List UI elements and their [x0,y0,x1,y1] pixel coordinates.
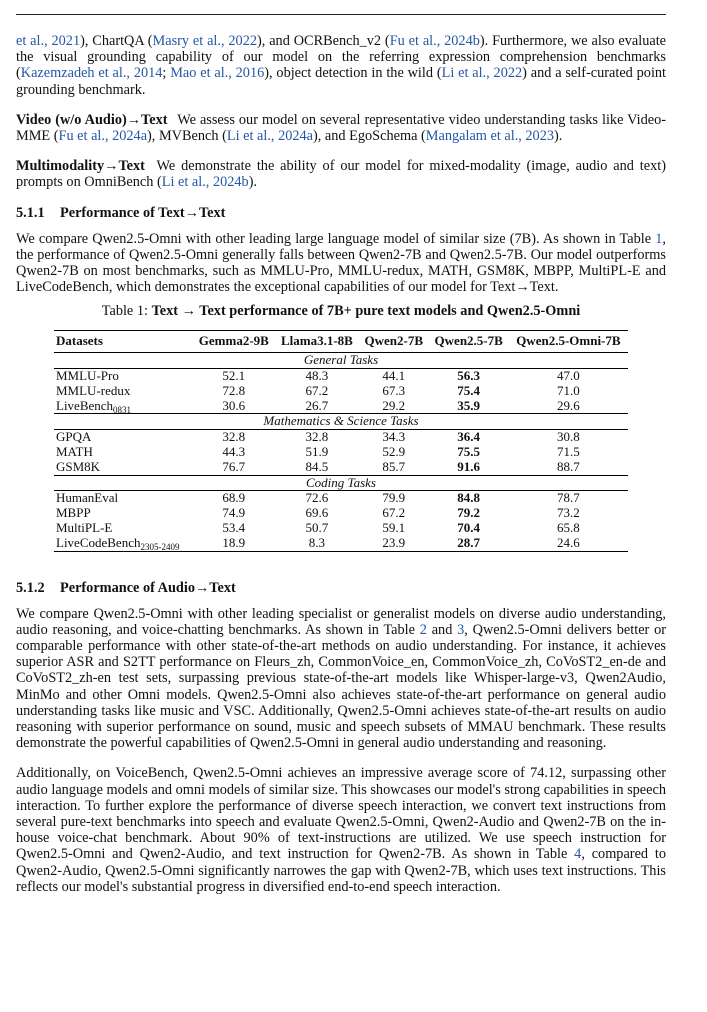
citation-link[interactable]: Li et al., 2022 [441,65,523,82]
section-511-paragraph [16,231,666,296]
table1-caption-label: Table 1: [101,303,152,320]
text-run: ), object detection in the wild ( [264,65,442,82]
table-row [54,536,628,551]
text-run: ). [554,128,563,145]
text-run: , compared to Qwen2-Audio, Qwen2.5-Omni significantly narrowes the gap with Qwen2-7B, which uses text instructions. This reflects our model's substantial progress in diversified end-to-end speech interaction. [16,846,666,895]
text-run: ), and EgoSchema ( [313,128,426,145]
citation-link[interactable]: 1 [655,230,663,247]
table1-value-cell: 85.7 [382,458,406,474]
table1-value-cell: 68.9 [222,490,246,506]
table1-value-cell: 28.7 [429,536,509,551]
table1-value-cell: 78.7 [557,490,580,506]
citation-link[interactable]: Fu et al., 2024a [58,128,148,145]
table-row [54,491,628,506]
table1-value-cell: 48.3 [305,368,329,384]
multimodality-paragraph-heading: Multimodality→Text [16,158,145,175]
section-511-title: Performance of Text→Text [60,204,226,221]
table1-value-cell: 84.8 [457,490,481,506]
citation-link[interactable]: 3 [457,621,465,638]
citation-link[interactable]: Kazemzadeh et al., 2014 [20,65,163,82]
text-run: ), and OCRBench_v2 ( [257,33,390,49]
citation-link[interactable]: Li et al., 2024b [161,174,249,191]
table-row [54,369,628,384]
table1-value-cell: 74.9 [222,505,246,521]
table-row [54,521,628,536]
table1-value-cell: 47.0 [557,368,580,384]
text-run: We compare Qwen2.5-Omni with other leading large language model of similar size (7B). As shown in Table [16,230,656,247]
table1-value-cell: 52.1 [222,368,246,384]
table1-value-cell: 67.2 [382,505,406,521]
section-511-heading [16,205,666,221]
table-row [54,399,628,414]
table1-dataset-cell: MultiPL-E [56,520,113,535]
text-run: We assess our model on several representative video understanding tasks like Video-MME ( [16,111,666,145]
table-row [54,384,628,399]
table1-group-label: Mathematics & Science Tasks [54,414,628,430]
table-row [54,460,628,475]
section-512-paragraph-1 [16,606,666,752]
table1-value-cell: 8.3 [275,536,359,551]
table1-group-label: Coding Tasks [54,475,628,491]
table1-dataset-cell: MMLU-Pro [56,368,119,384]
table1 [54,330,628,551]
table1-value-cell: 50.7 [305,520,329,535]
table1-value-cell: 67.3 [382,382,406,398]
table1-value-cell: 53.4 [222,520,246,535]
table1-value-cell: 30.6 [222,397,246,413]
section-512-heading [16,580,666,596]
table1-value-cell: 51.9 [305,444,329,460]
table1-value-cell: 70.4 [457,520,481,535]
table1-col-header: Gemma2-9B [193,331,275,353]
table1-value-cell: 36.4 [457,429,481,445]
table1-value-cell: 32.8 [222,429,246,445]
dataset-subscript: 2305-2409 [140,541,180,552]
multimodality-paragraph [16,158,666,190]
table-row [54,506,628,521]
page-content [16,33,666,895]
table1-value-cell: 69.6 [305,505,329,521]
table1-value-cell: 29.2 [382,397,406,413]
table1-value-cell: 71.0 [557,382,580,398]
table1-dataset-cell: HumanEval [56,490,119,506]
table1-value-cell: 91.6 [457,458,481,474]
table1-dataset-cell: MBPP [56,505,91,521]
citation-link[interactable]: Masry et al., 2022 [152,33,258,49]
citation-link[interactable]: Fu et al., 2024b [389,33,480,49]
text-run: Additionally, on VoiceBench, Qwen2.5-Omni achieves an impressive average score of 74.12, surpassing other audio language models and omni models of similar size. This showcases our model's strong capabilities in speech interaction. To further explore the performance of diverse speech interaction, we convert text instructions from several pure-text benchmarks into speech and evaluate Qwen2.5-Omni, Qwen2-Audio and Qwen2-7B on the in-house voice-chat benchmark. About 90% of text-instructions are utilized. We use speech instruction for Qwen2.5-Omni and Qwen2-Audio, and text instruction for Qwen2-7B. As shown in Table [16,765,666,863]
text-run: and [426,621,458,638]
table1-value-cell: 88.7 [557,458,580,474]
table1-dataset-cell: LiveBench$_{0831}$ [56,397,132,415]
text-run: ), MVBench ( [147,128,227,145]
table1-dataset-cell: GPQA [56,429,92,445]
table1-value-cell: 52.9 [382,444,406,460]
table1-value-cell: 75.4 [457,382,481,398]
text-run: ; [162,65,171,82]
table1-col-header: Qwen2.5-Omni-7B [509,331,628,353]
citation-link[interactable]: et al., 2021 [16,33,81,49]
table1-col-header: Qwen2.5-7B [429,331,509,353]
table1-value-cell: 18.9 [193,536,275,551]
table1-value-cell: 29.6 [557,397,580,413]
citation-link[interactable]: 2 [419,621,427,638]
citation-link[interactable]: Mao et al., 2016 [170,65,265,82]
table1-value-cell: 73.2 [557,505,580,521]
table1-col-header: Datasets [54,331,193,353]
table1-header-row [54,331,628,353]
table1-value-cell: 32.8 [305,429,329,445]
table1-value-cell: 79.9 [382,490,406,506]
table1-value-cell: 84.5 [305,458,329,474]
text-run: , Qwen2.5-Omni delivers better or comparable performance with other state-of-the-art methods on audio understanding. For instance, it achieves superior ASR and S2TT performance on Fleurs_zh, CommonVoice_en, CommonVoice_zh, CoVoST2_en-de and CoVoST2_zh-en test sets, surpassing previous state-of-the-art models like Whisper-large-v3, Qwen2Audio, MinMo and other Omni models. Qwen2.5-Omni also achieves state-of-the-art performance on general audio understanding tasks like music and VSC. Additionally, Qwen2.5-Omni achieves state-of-the-art results on audio reasoning with superior performance on sound, music and speech subsets of MMAU benchmark. These results demonstrate the powerful capabilities of Qwen2.5-Omni in general audio understanding and reasoning. [16,621,666,752]
table1-value-cell: 30.8 [557,429,580,445]
table1-caption-title: Text → Text performance of 7B+ pure text models and Qwen2.5-Omni [151,303,581,320]
table1-dataset-cell: MMLU-redux [56,382,131,398]
table1-value-cell: 34.3 [382,429,406,445]
table1-value-cell: 59.1 [382,520,406,535]
table1-value-cell: 35.9 [457,397,481,413]
text-run: ) and a self-curated point grounding benchmark. [16,65,667,98]
section-511-number: 5.1.1 [16,204,45,221]
table1-value-cell: 72.8 [222,382,246,398]
table1-value-cell: 75.5 [457,444,481,460]
section-512-number: 5.1.2 [16,579,45,596]
text-run: We demonstrate the ability of our model for mixed-modality (image, audio and text) prompts on OmniBench ( [16,158,666,191]
table1-value-cell: 56.3 [457,368,481,384]
table1-value-cell: 26.7 [305,397,329,413]
table1-value-cell: 67.2 [305,382,329,398]
section-512-paragraph-2 [16,765,666,895]
table1-value-cell: 24.6 [509,536,628,551]
text-run: We compare Qwen2.5-Omni with other leading specialist or generalist models on diverse audio understanding, audio reasoning, and voice-chatting benchmarks. As shown in Table [16,605,666,638]
table1-dataset-cell: MATH [56,444,93,460]
table-row [54,430,628,445]
citation-link[interactable]: Mangalam et al., 2023 [425,128,555,145]
table1-value-cell: 71.5 [557,444,580,460]
video-paragraph [16,112,666,144]
text-run: ), ChartQA ( [80,33,153,49]
table1-value-cell: 44.3 [222,444,246,460]
video-paragraph-heading: Video (w/o Audio)→Text [16,111,168,128]
table1-body [54,353,628,551]
table1-value-cell: 44.1 [382,368,406,384]
table1-group-label: General Tasks [54,353,628,369]
table1-col-header: Llama3.1-8B [275,331,359,353]
text-run: ). [248,174,258,191]
table1-col-header: Qwen2-7B [359,331,429,353]
text-run: ). Furthermore, we also evaluate the visual grounding capability of our model on the referring expression comprehension benchmarks ( [16,33,667,82]
table1-value-cell: 65.8 [557,520,580,535]
page-top-rule [16,14,666,15]
table1-value-cell: 79.2 [457,505,481,521]
table1-value-cell: 23.9 [359,536,429,551]
intro-paragraph [16,33,666,98]
table-row [54,445,628,460]
table1-group-row [54,353,628,369]
dataset-subscript: 0831 [113,404,132,415]
citation-link[interactable]: 4 [574,846,582,863]
citation-link[interactable]: Li et al., 2024a [226,128,314,145]
table1-value-cell: 76.7 [222,458,246,474]
table1-group-row [54,414,628,430]
table1-caption [16,303,666,319]
table1-group-row [54,475,628,491]
text-run: , the performance of Qwen2.5-Omni generally falls between Qwen2-7B and Qwen2.5-7B. Our model outperforms Qwen2-7B on most benchmarks, such as MMLU-Pro, MMLU-redux, MATH, GSM8K, MBPP, MultiPL-E and LiveCodeBench, which demonstrates the exceptional capabilities of our model for Text→Text. [16,230,666,296]
table1-value-cell: 72.6 [305,490,329,506]
table1-dataset-cell: LiveCodeBench$_{2305-2409}$ [54,536,193,551]
section-512-title: Performance of Audio→Text [60,579,236,596]
table1-dataset-cell: GSM8K [56,458,101,474]
